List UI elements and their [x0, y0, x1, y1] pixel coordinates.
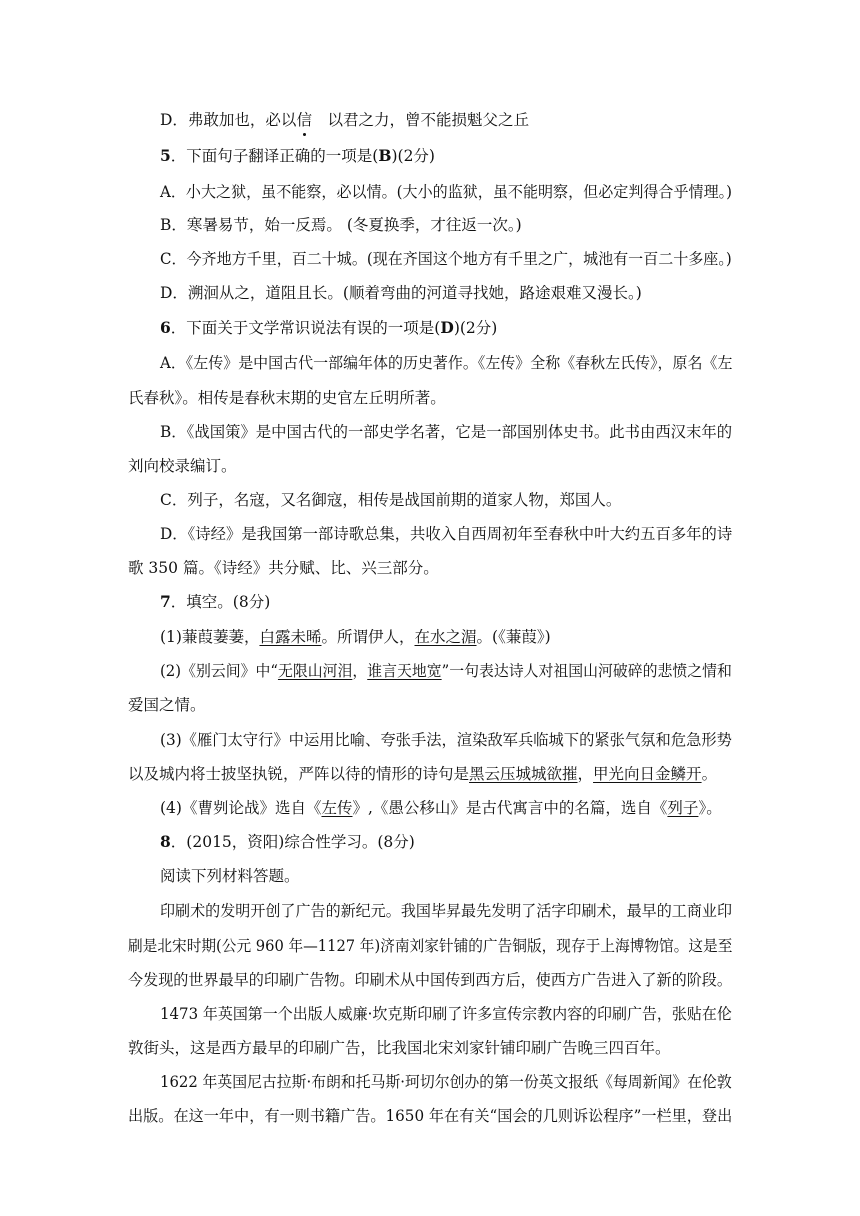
text: ”一句表达诗人对祖国山河破碎的悲愤之情和	[441, 662, 732, 680]
q4d-dotted-char: 信	[296, 111, 312, 129]
q8-material1-line2: 刷是北宋时期(公元 960 年—1127 年)济南刘家针铺的广告铜版，现存于上海博物馆。这是至	[128, 937, 733, 955]
q8-material1-line1: 印刷术的发明开创了广告的新纪元。我国毕昇最先发明了活字印刷术，最早的工商业印	[160, 902, 733, 920]
text: 。(《蒹葭》)	[476, 628, 551, 646]
q4d-rest: 以君之力，曾不能损魁父之丘	[311, 111, 529, 129]
q8-material2-line2: 敦街头，这是西方最早的印刷广告，比我国北宋刘家针铺印刷广告晚三四百年。	[128, 1039, 671, 1057]
q7-part4	[160, 796, 722, 818]
text: 。	[701, 765, 718, 783]
text: 以及城内将士披坚执锐，严阵以待的情形的诗句是	[128, 765, 470, 783]
q6-stem-b: )(2分)	[453, 319, 498, 337]
answer-blank: 左传	[321, 799, 353, 817]
question-number: 7	[160, 592, 171, 611]
text: (4)《曹刿论战》选自《	[160, 799, 322, 817]
q4-option-d	[160, 108, 529, 130]
q7-part2-line2: 爱国之情。	[128, 696, 206, 714]
q7-part1	[160, 625, 551, 647]
q8-intro: 阅读下列材料答题。	[160, 867, 300, 885]
question-number: 6	[160, 318, 171, 337]
q6-option-b-line1: B．《战国策》是中国古代的一部史学名著，它是一部国别体史书。此书由西汉末年的	[160, 423, 733, 441]
q5-option-b: B．寒暑易节，始一反焉。 (冬夏换季，才往返一次。)	[160, 216, 522, 234]
answer-blank: 无限山河泪	[277, 662, 353, 680]
q8-material3-line1: 1622 年英国尼古拉斯·布朗和托马斯·珂切尔创办的第一份英文报纸《每周新闻》在伦敦	[160, 1073, 732, 1091]
answer-blank: 列子	[667, 799, 699, 817]
q7-part3-line1: (3)《雁门太守行》中运用比喻、夸张手法，渲染敌军兵临城下的紧张气氛和危急形势	[160, 731, 732, 749]
answer-blank: 白露未晞	[259, 628, 322, 646]
q8-stem	[160, 830, 415, 852]
q6-stem	[160, 316, 497, 338]
q5-stem	[160, 144, 435, 166]
q6-stem-a: ．下面关于文学常识说法有误的一项是(	[170, 319, 441, 337]
q4d-prefix: D．弗敢加也，必以	[160, 111, 297, 129]
answer-blank: 在水之湄	[414, 628, 477, 646]
q7-part2-line1	[160, 659, 732, 681]
q7-stem-text: ．填空。(8分)	[170, 593, 271, 611]
text: 》,《愚公移山》是古代寓言中的名篇，选自《	[352, 799, 668, 817]
q6-option-c: C．列子，名寇，又名御寇，相传是战国前期的道家人物，郑国人。	[160, 491, 622, 509]
question-number: 5	[160, 146, 171, 165]
answer-blank: 甲光向日金鳞开	[593, 765, 702, 783]
answer-letter: D	[440, 318, 454, 337]
q5-option-c: C．今齐地方千里，百二十城。(现在齐国这个地方有千里之广，城池有一百二十多座。)	[160, 250, 732, 268]
text: (1)蒹葭萋萋，	[160, 628, 260, 646]
question-number: 8	[160, 832, 171, 851]
q6-option-d-line2: 歌 350 篇。《诗经》共分赋、比、兴三部分。	[128, 559, 439, 577]
text: (2)《别云间》中“	[160, 662, 278, 680]
text: ，	[577, 765, 594, 783]
text: ，	[352, 662, 368, 680]
q6-option-a-line1: A．《左传》是中国古代一部编年体的历史著作。《左传》全称《春秋左氏传》，原名《左	[160, 354, 733, 372]
q6-option-d-line1: D．《诗经》是我国第一部诗歌总集，共收入自西周初年至春秋中叶大约五百多年的诗	[160, 525, 733, 543]
answer-letter: B	[378, 146, 392, 165]
q5-stem-a: ．下面句子翻译正确的一项是(	[170, 147, 379, 165]
q8-material3-line2: 出版。在这一年中，有一则书籍广告。1650 年在有关“国会的几则诉讼程序”一栏里，登出	[128, 1107, 733, 1125]
q6-option-a-line2: 氏春秋》。相传是春秋末期的史官左丘明所著。	[128, 389, 446, 407]
answer-blank: 黑云压城城欲摧	[469, 765, 578, 783]
q7-part3-line2	[128, 762, 717, 784]
q5-option-a: A．小大之狱，虽不能察，必以情。(大小的监狱，虽不能明察，但必定判得合乎情理。)	[160, 183, 733, 201]
q8-material1-line3: 今发现的世界最早的印刷广告物。印刷术从中国传到西方后，使西方广告进入了新的阶段。	[128, 971, 733, 989]
q6-option-b-line2: 刘向校录编订。	[128, 457, 237, 475]
answer-blank: 谁言天地宽	[367, 662, 442, 680]
q5-option-d: D．溯洄从之，道阻且长。(顺着弯曲的河道寻找她，路途艰难又漫长。)	[160, 284, 642, 302]
text: 。所谓伊人，	[321, 628, 415, 646]
q7-stem	[160, 590, 270, 612]
q5-stem-b: )(2分)	[391, 147, 435, 165]
text: 》。	[698, 799, 722, 817]
q8-material2-line1: 1473 年英国第一个出版人威廉·坎克斯印刷了许多宣传宗教内容的印刷广告，张贴在伦	[160, 1005, 732, 1023]
q8-stem-text: ．(2015，资阳)综合性学习。(8分)	[170, 833, 415, 851]
